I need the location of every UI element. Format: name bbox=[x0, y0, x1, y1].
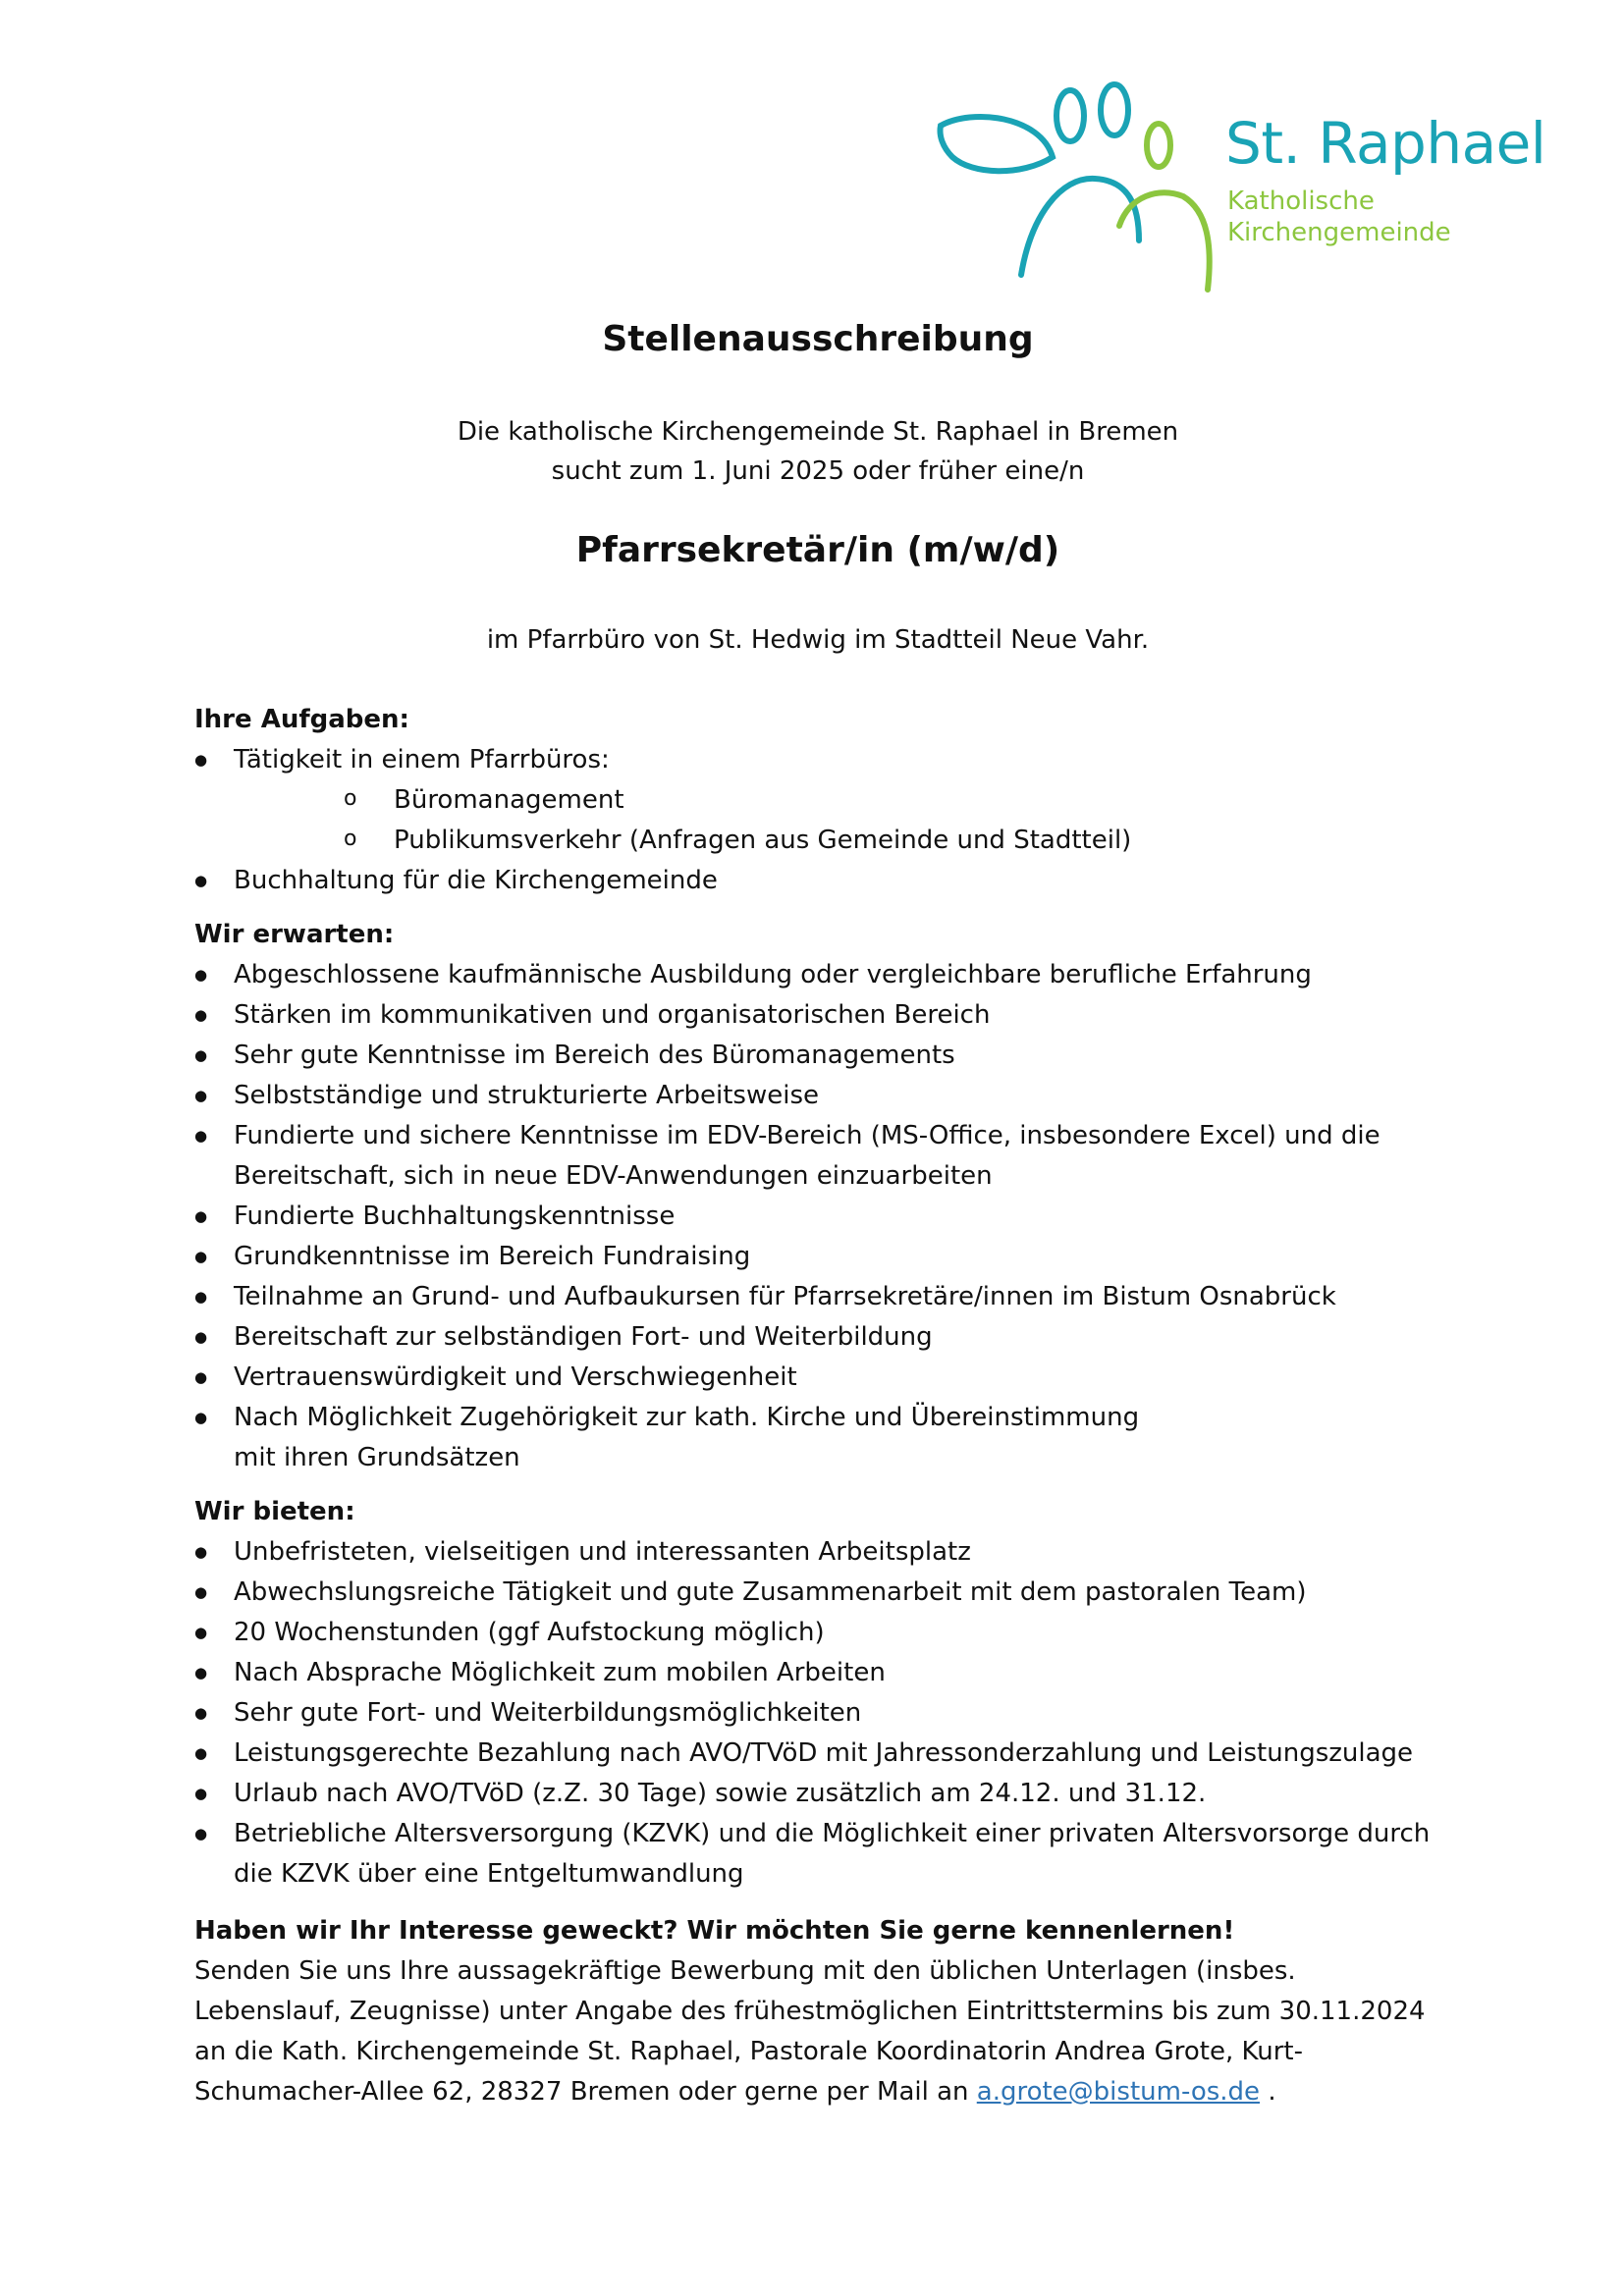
section-heading-aufgaben: Ihre Aufgaben: bbox=[194, 705, 409, 734]
intro-line-2: sucht zum 1. Juni 2025 oder früher eine/n bbox=[551, 456, 1085, 486]
list-item: ● Grundkenntnisse im Bereich Fundraising bbox=[194, 1237, 1441, 1277]
list-item: ● Buchhaltung für die Kirchengemeinde bbox=[194, 861, 1441, 901]
logo-figures-icon bbox=[933, 69, 1227, 304]
list-item: ● Teilnahme an Grund- und Aufbaukursen für Pfarrsekretäre/innen im Bistum Osnabrück bbox=[194, 1277, 1441, 1317]
list-item bbox=[194, 740, 1441, 780]
erwarten-list bbox=[194, 955, 1441, 1478]
aufgaben-sublist bbox=[194, 780, 1441, 861]
list-item: ● Fundierte Buchhaltungskenntnisse bbox=[194, 1197, 1441, 1237]
position-title: Pfarrsekretär/in (m/w/d) bbox=[575, 530, 1060, 570]
section-heading-erwarten: Wir erwarten: bbox=[194, 920, 395, 949]
list-item-text: Tätigkeit in einem Pfarrbüros: bbox=[234, 745, 610, 774]
logo-subtitle-1: Katholische bbox=[1227, 187, 1375, 216]
section-contact bbox=[194, 1911, 1441, 2112]
contact-line-4-end: . bbox=[1268, 2077, 1276, 2107]
sub-list-item: o Büromanagement bbox=[194, 780, 1441, 821]
contact-line-4 bbox=[194, 2072, 1441, 2112]
aufgaben-list bbox=[194, 740, 1441, 780]
list-item: ● Betriebliche Altersversorgung (KZVK) und die Möglichkeit einer privaten Altersvorsorge durch die KZVK über eine Entgeltumwandlung bbox=[194, 1814, 1441, 1895]
list-item: ● Bereitschaft zur selbständigen Fort- und Weiterbildung bbox=[194, 1317, 1441, 1358]
logo-name: St. Raphael bbox=[1225, 110, 1546, 177]
location-text: im Pfarrbüro von St. Hedwig im Stadtteil Neue Vahr. bbox=[486, 625, 1150, 655]
section-erwarten bbox=[194, 915, 1441, 1478]
intro-line-1: Die katholische Kirchengemeinde St. Raphael in Bremen bbox=[457, 417, 1179, 447]
list-item-line-2: mit ihren Grundsätzen bbox=[234, 1443, 520, 1472]
contact-line-3: an die Kath. Kirchengemeinde St. Raphael, Pastorale Koordinatorin Andrea Grote, Kurt- bbox=[194, 2037, 1304, 2066]
contact-heading: Haben wir Ihr Interesse geweckt? Wir möchten Sie gerne kennenlernen! bbox=[194, 1916, 1235, 1946]
email-link[interactable]: a.grote@bistum-os.de bbox=[976, 2077, 1261, 2107]
list-item: ● Unbefristeten, vielseitigen und interessanten Arbeitsplatz bbox=[194, 1532, 1441, 1573]
list-item bbox=[194, 1398, 1441, 1478]
page-title: Stellenausschreibung bbox=[602, 319, 1034, 359]
list-item: ● Fundierte und sichere Kenntnisse im EDV-Bereich (MS-Office, insbesondere Excel) und die Bereitschaft, sich in neue EDV-Anwendungen einzuarbeiten bbox=[194, 1116, 1441, 1197]
intro-text bbox=[194, 412, 1441, 491]
aufgaben-list-2 bbox=[194, 861, 1441, 901]
list-item: ● Sehr gute Kenntnisse im Bereich des Büromanagements bbox=[194, 1036, 1441, 1076]
list-item: ● Vertrauenswürdigkeit und Verschwiegenheit bbox=[194, 1358, 1441, 1398]
logo-subtitle-2: Kirchengemeinde bbox=[1227, 218, 1451, 247]
list-item-line-1: ● Nach Möglichkeit Zugehörigkeit zur kath. Kirche und Übereinstimmung bbox=[234, 1403, 1140, 1432]
list-item: ● Stärken im kommunikativen und organisatorischen Bereich bbox=[194, 995, 1441, 1036]
contact-line-1: Senden Sie uns Ihre aussagekräftige Bewerbung mit den üblichen Unterlagen (insbes. bbox=[194, 1956, 1296, 1986]
sub-list-item: o Publikumsverkehr (Anfragen aus Gemeinde und Stadtteil) bbox=[194, 821, 1441, 861]
section-heading-bieten: Wir bieten: bbox=[194, 1497, 355, 1526]
section-aufgaben bbox=[194, 700, 1441, 901]
list-item: ● Leistungsgerechte Bezahlung nach AVO/TVöD mit Jahressonderzahlung und Leistungszulage bbox=[194, 1734, 1441, 1774]
contact-line-2: Lebenslauf, Zeugnisse) unter Angabe des frühestmöglichen Eintrittstermins bis zum 30.11.2024 bbox=[194, 1997, 1426, 2026]
list-item: ● Selbstständige und strukturierte Arbeitsweise bbox=[194, 1076, 1441, 1116]
list-item: ● Sehr gute Fort- und Weiterbildungsmöglichkeiten bbox=[194, 1693, 1441, 1734]
list-item: ● Nach Absprache Möglichkeit zum mobilen Arbeiten bbox=[194, 1653, 1441, 1693]
section-bieten bbox=[194, 1492, 1441, 1895]
st-raphael-logo bbox=[933, 69, 1561, 304]
contact-line-4-text: Schumacher-Allee 62, 28327 Bremen oder gerne per Mail an bbox=[194, 2077, 969, 2107]
list-item: ● 20 Wochenstunden (ggf Aufstockung möglich) bbox=[194, 1613, 1441, 1653]
list-item: ● Abgeschlossene kaufmännische Ausbildung oder vergleichbare berufliche Erfahrung bbox=[194, 955, 1441, 995]
bieten-list bbox=[194, 1532, 1441, 1895]
list-item: ● Abwechslungsreiche Tätigkeit und gute Zusammenarbeit mit dem pastoralen Team) bbox=[194, 1573, 1441, 1613]
list-item: ● Urlaub nach AVO/TVöD (z.Z. 30 Tage) sowie zusätzlich am 24.12. und 31.12. bbox=[194, 1774, 1441, 1814]
